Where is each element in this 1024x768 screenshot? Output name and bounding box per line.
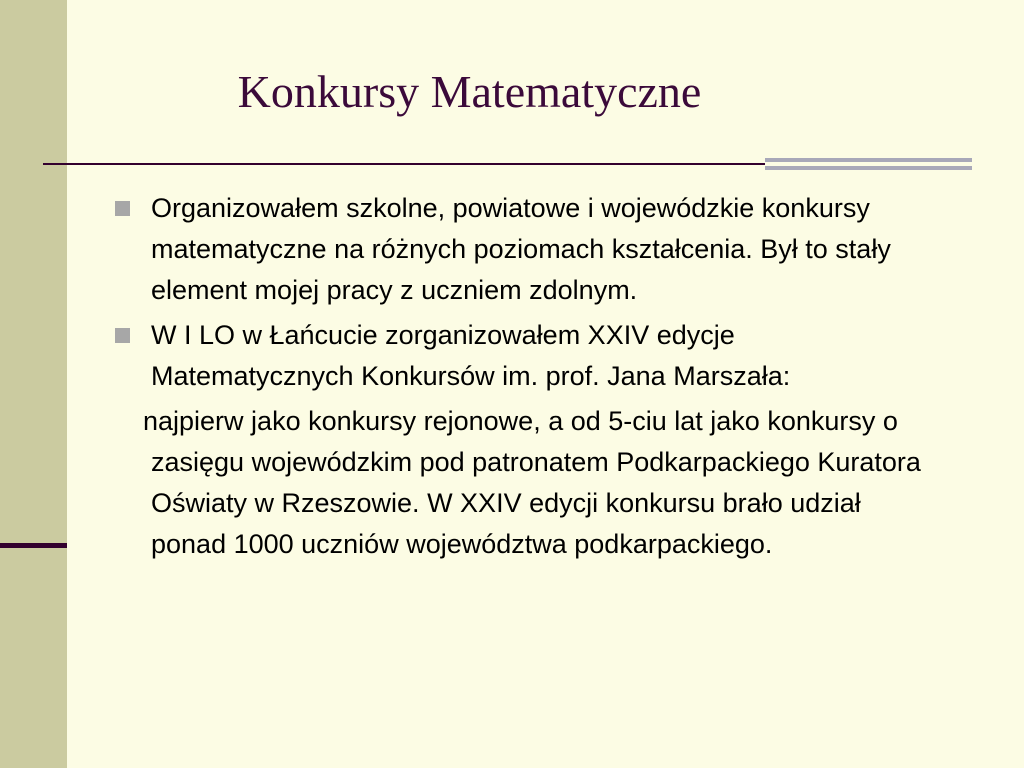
title-divider-bars bbox=[765, 158, 972, 170]
slide-body bbox=[112, 188, 942, 565]
bullet-item bbox=[112, 188, 942, 311]
bullet-item bbox=[112, 315, 942, 397]
square-bullet-icon bbox=[115, 328, 130, 343]
divider-bar bbox=[765, 158, 972, 162]
bullet-text: Organizowałem szkolne, powiatowe i wojewódzkie konkursy matematyczne na różnych poziomach kształcenia. Był to stały element mojej pracy z uczniem zdolnym. bbox=[151, 193, 891, 305]
title-divider-line bbox=[43, 163, 765, 165]
continuation-paragraph: najpierw jako konkursy rejonowe, a od 5-ciu lat jako konkursy o zasięgu wojewódzkim pod patronatem Podkarpackiego Kuratora Oświaty w Rzeszowie. W XXIV edycji konkursu brało udział ponad 1000 uczniów województwa podkarpackiego. bbox=[143, 406, 921, 559]
divider-bar bbox=[765, 166, 972, 170]
bullet-text: W I LO w Łańcucie zorganizowałem XXIV edycje Matematycznych Konkursów im. prof. Jana Marszała: bbox=[151, 320, 791, 391]
left-decorative-band bbox=[0, 0, 67, 768]
square-bullet-icon bbox=[115, 201, 130, 216]
left-accent-line bbox=[0, 543, 67, 548]
slide-title: Konkursy Matematyczne bbox=[237, 66, 702, 117]
